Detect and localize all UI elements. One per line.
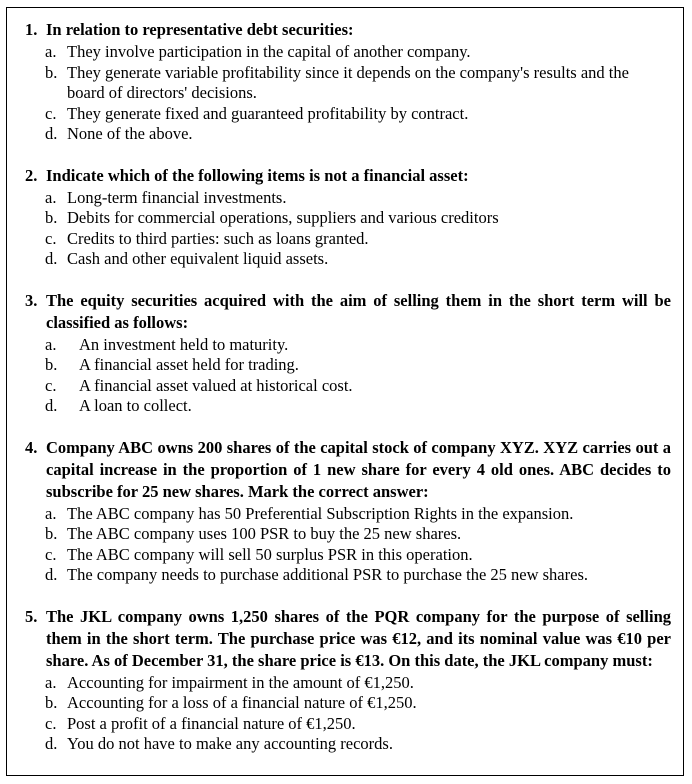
question-block (17, 165, 673, 270)
answer-option-text: They generate fixed and guaranteed profitability by contract. (67, 103, 469, 123)
question-prompt-text: In relation to representative debt securities: (46, 20, 354, 39)
answer-option[interactable] (17, 734, 673, 755)
answer-option-letter: c. (45, 544, 57, 564)
answer-option-letter: a. (45, 187, 57, 207)
answer-option-text: Post a profit of a financial nature of €1,250. (67, 713, 356, 733)
answer-option-text: The ABC company has 50 Preferential Subscription Rights in the expansion. (67, 503, 574, 523)
answer-option[interactable] (17, 229, 673, 250)
answer-option-list (17, 335, 673, 417)
question-number: 4. (25, 437, 38, 457)
question-prompt-text: Indicate which of the following items is not a financial asset: (46, 165, 469, 185)
answer-option[interactable] (17, 335, 673, 356)
answer-option-text: The ABC company uses 100 PSR to buy the 25 new shares. (67, 524, 462, 543)
answer-option-list (17, 188, 673, 270)
answer-option-text: A loan to collect. (79, 396, 192, 415)
question-number: 2. (25, 165, 38, 185)
question-block (17, 19, 673, 145)
answer-option-text: Long-term financial investments. (67, 187, 287, 207)
answer-option-letter: b. (45, 62, 58, 82)
question-prompt-row (17, 606, 673, 672)
answer-option-letter: d. (45, 396, 58, 415)
answer-option-letter: c. (45, 713, 57, 733)
question-prompt-text: The JKL company owns 1,250 shares of the PQR company for the purpose of selling them in the short term. The purchase price was €12, and its nominal value was €10 per share. As of December 31, the share price is €13. On this date, the JKL company must: (46, 606, 671, 670)
answer-option-list (17, 42, 673, 145)
answer-option[interactable] (17, 693, 673, 714)
answer-option-text: Cash and other equivalent liquid assets. (67, 249, 329, 268)
answer-option-letter: a. (45, 334, 57, 354)
answer-option-letter: a. (45, 42, 57, 61)
answer-option-letter: b. (45, 208, 58, 227)
question-block (17, 437, 673, 586)
answer-option-text: The company needs to purchase additional PSR to purchase the 25 new shares. (67, 565, 588, 584)
question-prompt-row (17, 437, 673, 503)
answer-option-text: An investment held to maturity. (79, 334, 289, 354)
answer-option-letter: d. (45, 734, 58, 753)
question-prompt-row (17, 19, 673, 41)
answer-option-letter: c. (45, 228, 57, 248)
question-number: 5. (25, 606, 38, 626)
answer-option[interactable] (17, 104, 673, 125)
answer-option[interactable] (17, 188, 673, 209)
answer-option-letter: a. (45, 503, 57, 523)
answer-option-text: A financial asset valued at historical cost. (79, 375, 353, 395)
answer-option-letter: b. (45, 693, 58, 712)
quiz-question-list (7, 8, 683, 755)
answer-option[interactable] (17, 524, 673, 545)
answer-option-text: They involve participation in the capital of another company. (67, 42, 471, 61)
answer-option-text: Credits to third parties: such as loans granted. (67, 228, 369, 248)
answer-option[interactable] (17, 396, 673, 417)
answer-option-letter: b. (45, 524, 58, 543)
answer-option-text: They generate variable profitability since it depends on the company's results and the board of directors' decisions. (67, 62, 629, 102)
answer-option-letter: d. (45, 565, 58, 584)
answer-option[interactable] (17, 504, 673, 525)
question-block (17, 290, 673, 417)
answer-option[interactable] (17, 42, 673, 63)
answer-option[interactable] (17, 565, 673, 586)
answer-option-text: Accounting for impairment in the amount of €1,250. (67, 672, 414, 692)
answer-option-letter: a. (45, 672, 57, 692)
answer-option[interactable] (17, 249, 673, 270)
answer-option-letter: c. (45, 375, 57, 395)
answer-option-list (17, 673, 673, 755)
question-prompt-row (17, 165, 673, 187)
answer-option-letter: b. (45, 355, 58, 374)
answer-option[interactable] (17, 124, 673, 145)
answer-option-list (17, 504, 673, 586)
question-prompt-row (17, 290, 673, 334)
question-prompt-text: The equity securities acquired with the aim of selling them in the short term will be classified as follows: (46, 290, 671, 332)
answer-option-text: You do not have to make any accounting records. (67, 734, 393, 753)
question-prompt-text: Company ABC owns 200 shares of the capital stock of company XYZ. XYZ carries out a capital increase in the proportion of 1 new share for every 4 old ones. ABC decides to subscribe for 25 new shares. Mark the correct answer: (46, 437, 671, 501)
answer-option-text: The ABC company will sell 50 surplus PSR in this operation. (67, 544, 473, 564)
answer-option[interactable] (17, 545, 673, 566)
answer-option[interactable] (17, 208, 673, 229)
answer-option[interactable] (17, 63, 673, 104)
answer-option-text: A financial asset held for trading. (79, 355, 299, 374)
answer-option-letter: d. (45, 249, 58, 268)
question-block (17, 606, 673, 755)
answer-option-text: None of the above. (67, 124, 193, 143)
answer-option-text: Accounting for a loss of a financial nature of €1,250. (67, 693, 417, 712)
question-number: 3. (25, 290, 38, 310)
answer-option[interactable] (17, 673, 673, 694)
answer-option[interactable] (17, 355, 673, 376)
quiz-document-frame (6, 7, 684, 776)
answer-option[interactable] (17, 376, 673, 397)
answer-option-letter: c. (45, 103, 57, 123)
answer-option-text: Debits for commercial operations, suppliers and various creditors (67, 208, 499, 227)
answer-option[interactable] (17, 714, 673, 735)
question-number: 1. (25, 20, 38, 39)
answer-option-letter: d. (45, 124, 58, 143)
